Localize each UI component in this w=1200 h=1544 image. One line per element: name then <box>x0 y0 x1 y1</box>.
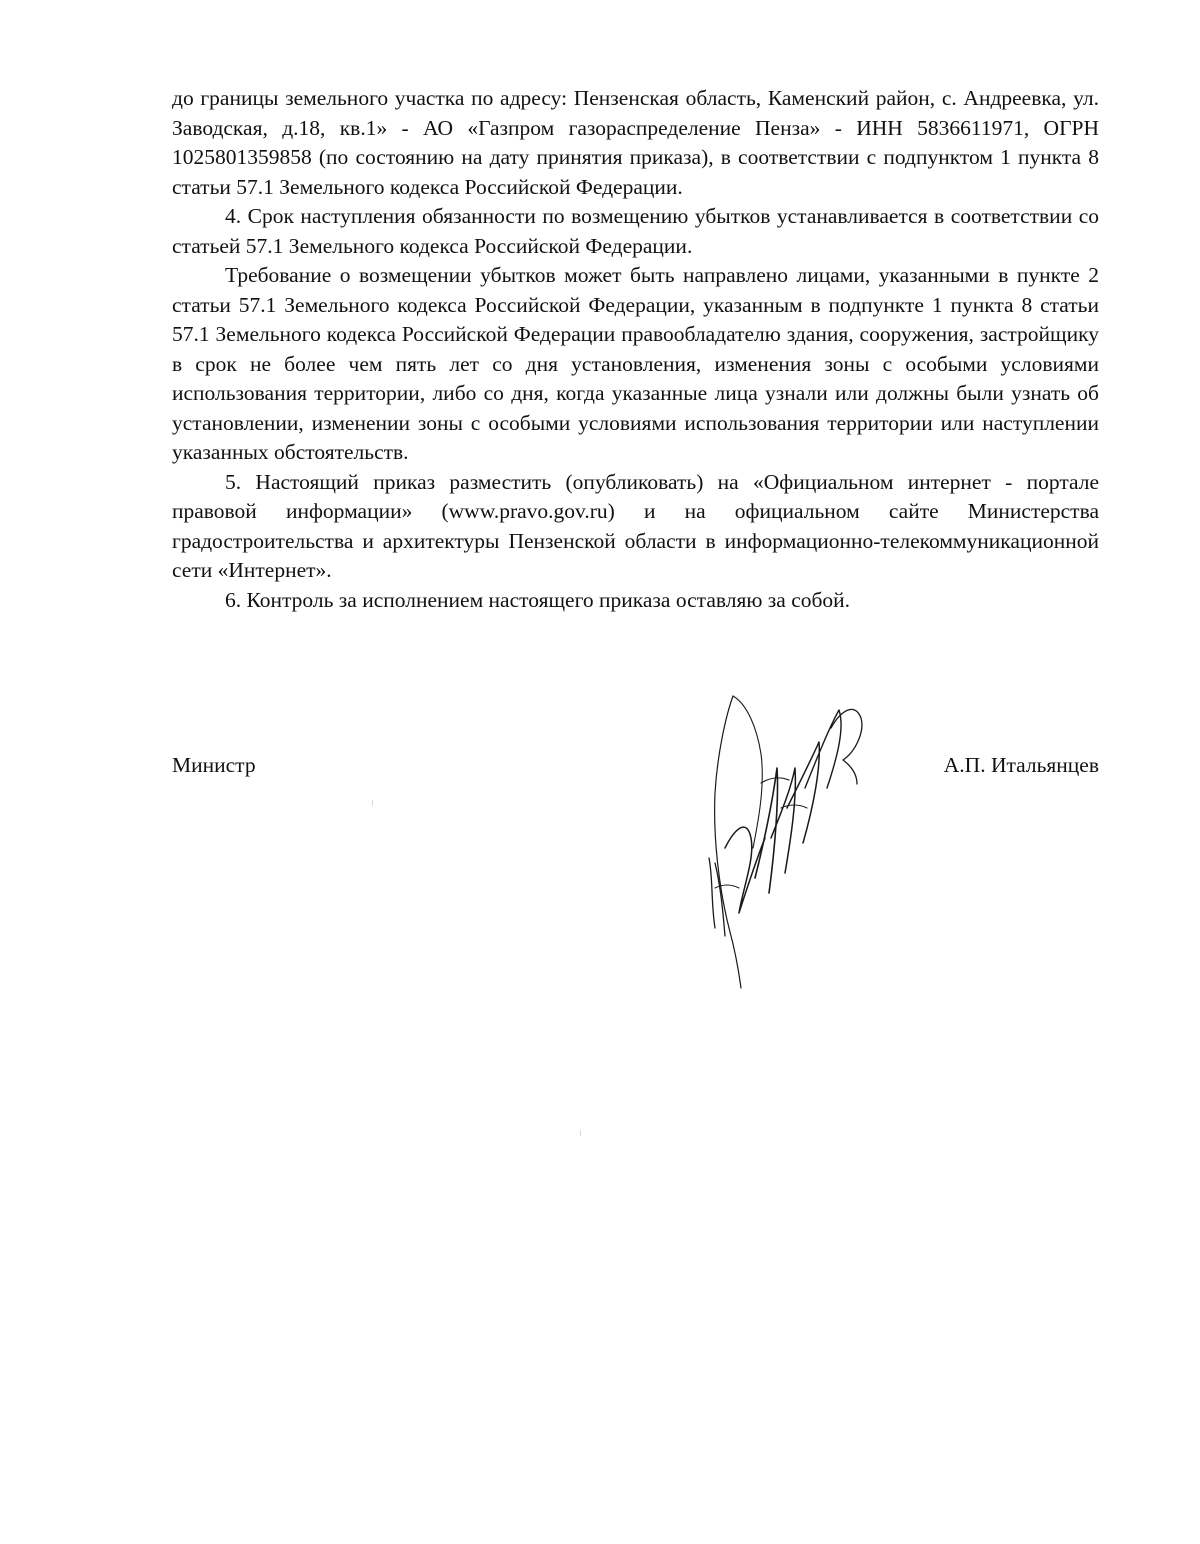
paragraph-item-4: 4. Срок наступления обязанности по возмещению убытков устанавливается в соответствии со статьей 57.1 Земельного кодекса Российской Федерации. <box>172 204 1099 258</box>
signatory-title: Министр <box>172 753 256 777</box>
paragraph-continuation: до границы земельного участка по адресу: Пензенская область, Каменский район, с. Андреевка, ул. Заводская, д.18, кв.1» - АО «Газпром газораспределение Пенза» - ИНН 5836611971, ОГРН 1025801359858 (по состоянию на дату принятия приказа), в соответствии с подпунктом 1 пункта 8 статьи 57.1 Земельного кодекса Российской Федерации. <box>172 86 1099 199</box>
document-body <box>172 84 1099 615</box>
scan-artifact <box>372 800 373 806</box>
signature-block <box>172 750 1099 784</box>
handwritten-signature <box>695 688 875 998</box>
paragraph-item-5: 5. Настоящий приказ разместить (опубликовать) на «Официальном интернет - портале правовой информации» (www.pravo.gov.ru) и на официальном сайте Министерства градостроительства и архитектуры Пензенской области в информационно-телекоммуникационной сети «Интернет». <box>172 469 1099 582</box>
paragraph-damages-claim: Требование о возмещении убытков может быть направлено лицами, указанными в пункте 2 статьи 57.1 Земельного кодекса Российской Федерации, указанным в подпункте 1 пункта 8 статьи 57.1 Земельного кодекса Российской Федерации правообладателю здания, сооружения, застройщику в срок не более чем пять лет со дня установления, изменения зоны с особыми условиями использования территории, либо со дня, когда указанные лица узнали или должны были узнать об установлении, изменении зоны с особыми условиями использования территории или наступлении указанных обстоятельств. <box>172 263 1099 464</box>
signatory-name: А.П. Итальянцев <box>943 753 1099 777</box>
scan-artifact <box>580 1130 581 1136</box>
paragraph-item-6: 6. Контроль за исполнением настоящего приказа оставляю за собой. <box>225 587 851 612</box>
